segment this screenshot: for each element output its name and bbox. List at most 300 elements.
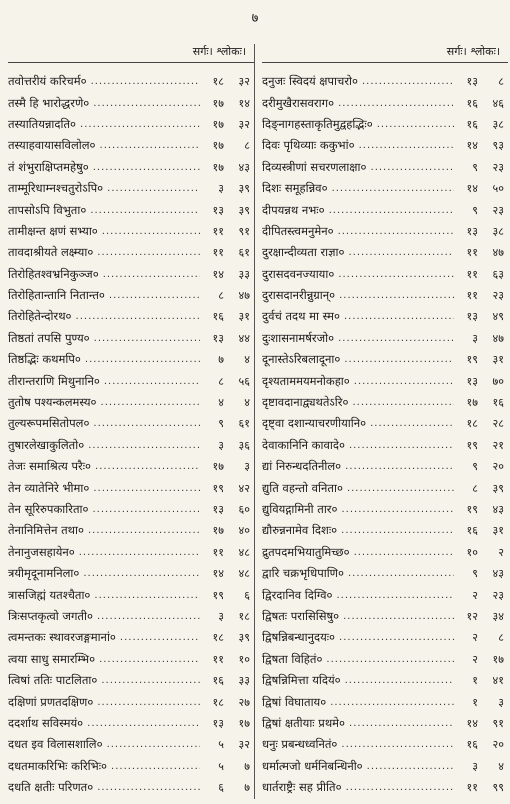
entry-shloka: ३८ bbox=[492, 224, 504, 238]
entry-term: तेन व्यातेनिरे भीमा० bbox=[8, 480, 90, 495]
entry-term: द्रुतपदमभियातुमिच्छ० bbox=[262, 544, 350, 559]
entry-sarga: ३ bbox=[218, 438, 224, 452]
leader-dots bbox=[340, 354, 454, 365]
entry-shloka: ३९ bbox=[238, 631, 250, 645]
leader-dots bbox=[343, 483, 454, 494]
right-column-header: सर्गः। श्लोकः। bbox=[262, 44, 508, 63]
entry-sarga: ९ bbox=[472, 567, 478, 581]
entry-shloka: ४७ bbox=[492, 246, 504, 260]
leader-dots bbox=[322, 654, 454, 665]
entry-shloka: ६३ bbox=[492, 267, 504, 281]
entry-term: त्रयीमृदूनामनिला० bbox=[8, 566, 80, 581]
entry-shloka: ९१ bbox=[492, 716, 504, 730]
entry-term: तुतोष पश्यन्कलमस्य० bbox=[8, 395, 97, 410]
index-entry bbox=[8, 756, 254, 777]
entry-term: दरीमुखैरासवराग० bbox=[262, 95, 335, 110]
entry-term: तापसोऽपि विभुता० bbox=[8, 202, 87, 217]
entry-sarga: १७ bbox=[466, 396, 478, 410]
entry-term: दुःशासनामर्षरजो० bbox=[262, 330, 335, 345]
entry-shloka: ३१ bbox=[492, 524, 504, 538]
leader-dots bbox=[98, 226, 200, 237]
entry-term: द्यां निरुन्धदतिनील० bbox=[262, 459, 342, 474]
index-entry bbox=[262, 328, 508, 349]
index-entry bbox=[8, 135, 254, 156]
index-entry bbox=[8, 456, 254, 477]
entry-term: तिरोहितश्वभ्रनिकुञ्ज० bbox=[8, 266, 99, 281]
entry-term: दृष्टावदानाद्व्यथतेऽरि० bbox=[262, 395, 349, 410]
index-entry bbox=[262, 713, 508, 734]
index-entry bbox=[262, 691, 508, 712]
entry-shloka: ३९ bbox=[238, 203, 250, 217]
entry-shloka: ३४ bbox=[492, 609, 504, 623]
leader-dots bbox=[93, 697, 200, 708]
entry-term: तस्मै हि भारोद्धरणे० bbox=[8, 95, 90, 110]
entry-term: तुषारलेखाकुलितो० bbox=[8, 437, 85, 452]
leader-dots bbox=[334, 333, 454, 344]
index-entry bbox=[8, 264, 254, 285]
leader-dots bbox=[334, 269, 454, 280]
entry-sarga: १४ bbox=[466, 182, 478, 196]
entry-term: तेन सूरिरुपकारिता० bbox=[8, 502, 89, 516]
entry-shloka: ३३ bbox=[238, 674, 250, 688]
leader-dots bbox=[97, 675, 200, 686]
entry-sarga: १२ bbox=[466, 609, 478, 623]
index-entry bbox=[8, 584, 254, 605]
entry-term: द्वारि चक्रभृधिपाणि० bbox=[262, 566, 344, 581]
entry-shloka: ३६ bbox=[238, 438, 250, 452]
entry-shloka: ९९ bbox=[492, 781, 504, 795]
entry-term: दधतमाकरिभिः करिभिः० bbox=[8, 758, 108, 773]
entry-sarga: १८ bbox=[212, 695, 224, 709]
leader-dots bbox=[334, 226, 454, 237]
index-entry bbox=[262, 370, 508, 391]
entry-sarga: १८ bbox=[466, 417, 478, 431]
index-entry bbox=[8, 71, 254, 92]
leader-dots bbox=[341, 675, 454, 686]
entry-sarga: १९ bbox=[212, 588, 224, 602]
leader-dots bbox=[103, 183, 200, 194]
entry-sarga: २ bbox=[472, 588, 478, 602]
index-entry bbox=[8, 627, 254, 648]
index-entry bbox=[262, 477, 508, 498]
entry-term: दधत इव विलासशालि० bbox=[8, 737, 103, 752]
entry-term: दूनास्तेऽरिबलादूना० bbox=[262, 352, 341, 367]
entry-sarga: १४ bbox=[212, 267, 224, 281]
entry-sarga: ८ bbox=[472, 481, 478, 495]
entry-sarga: ११ bbox=[466, 246, 478, 260]
index-entry bbox=[8, 328, 254, 349]
entry-term: द्युवियद्गामिनी तार० bbox=[262, 502, 338, 516]
index-entry bbox=[8, 306, 254, 327]
entry-sarga: १७ bbox=[212, 524, 224, 538]
index-entry bbox=[8, 691, 254, 712]
entry-sarga: १९ bbox=[466, 503, 478, 516]
index-entry bbox=[262, 285, 508, 306]
entry-term: दृष्ट्वा दशान्याचरणीयानि० bbox=[262, 416, 367, 431]
entry-sarga: ५ bbox=[218, 759, 224, 773]
left-column bbox=[8, 44, 254, 798]
leader-dots bbox=[90, 333, 200, 344]
leader-dots bbox=[335, 632, 454, 643]
entry-shloka: ८ bbox=[498, 75, 504, 89]
entry-term: तं शंभुराक्षिप्तमहेषु० bbox=[8, 159, 89, 174]
entry-sarga: ९ bbox=[472, 460, 478, 474]
index-entry bbox=[262, 392, 508, 413]
index-entry bbox=[8, 157, 254, 178]
entry-term: दिवः पृथिव्याः ककुभां० bbox=[262, 138, 355, 153]
entry-sarga: ३ bbox=[472, 759, 478, 773]
leader-dots bbox=[96, 140, 200, 151]
entry-shloka: २३ bbox=[492, 289, 504, 303]
leader-dots bbox=[342, 782, 454, 793]
entry-term: दृश्यताममयमनोकहा० bbox=[262, 373, 350, 388]
index-entry bbox=[8, 713, 254, 734]
entry-term: तिरोहितान्तानि नितान्त० bbox=[8, 288, 105, 303]
entry-shloka: ७० bbox=[492, 374, 504, 388]
index-entry bbox=[262, 114, 508, 135]
entry-term: दीपितस्त्वमनुमेन० bbox=[262, 223, 334, 238]
entry-shloka: ७ bbox=[244, 759, 250, 773]
leader-dots bbox=[83, 718, 200, 729]
entry-sarga: १३ bbox=[466, 75, 478, 89]
entry-term: त्रिःसप्तकृत्वो जगती० bbox=[8, 608, 93, 623]
left-index-list bbox=[8, 71, 254, 798]
entry-term: दुरक्षान्दीव्यता राज्ञा० bbox=[262, 245, 345, 260]
index-entry bbox=[262, 71, 508, 92]
entry-shloka: ६१ bbox=[238, 417, 250, 431]
index-entry bbox=[8, 178, 254, 199]
entry-shloka: ४३ bbox=[492, 503, 504, 516]
entry-term: दीपयन्नथ नभः० bbox=[262, 202, 325, 217]
entry-shloka: १० bbox=[238, 652, 250, 666]
leader-dots bbox=[93, 611, 200, 622]
leader-dots bbox=[89, 162, 200, 173]
index-entry bbox=[8, 114, 254, 135]
entry-shloka: २ bbox=[498, 545, 504, 559]
index-entry bbox=[262, 264, 508, 285]
entry-term: द्यौरुन्ननामेव दिशः० bbox=[262, 523, 338, 538]
leader-dots bbox=[93, 247, 200, 258]
index-entry bbox=[262, 456, 508, 477]
entry-sarga: १८ bbox=[212, 631, 224, 645]
index-entry bbox=[8, 349, 254, 370]
index-entry bbox=[8, 92, 254, 113]
index-entry bbox=[8, 499, 254, 520]
leader-dots bbox=[345, 718, 454, 729]
entry-sarga: १४ bbox=[466, 139, 478, 153]
entry-sarga: २ bbox=[472, 631, 478, 645]
entry-term: ददर्शाथ सविस्मयं० bbox=[8, 715, 84, 730]
index-entry bbox=[262, 157, 508, 178]
entry-shloka: ४८ bbox=[238, 567, 250, 581]
leader-dots bbox=[89, 98, 200, 109]
entry-shloka: ६ bbox=[244, 588, 250, 602]
entry-shloka: ३ bbox=[498, 695, 504, 709]
leader-dots bbox=[84, 525, 200, 536]
entry-term: त्वमन्तकः स्थावरजङ्गमानां० bbox=[8, 630, 116, 645]
entry-sarga: ९ bbox=[218, 417, 224, 431]
leader-dots bbox=[332, 590, 454, 601]
leader-dots bbox=[339, 611, 454, 622]
entry-shloka: ३८ bbox=[492, 117, 504, 131]
entry-shloka: २० bbox=[492, 738, 504, 752]
index-entry bbox=[262, 627, 508, 648]
entry-sarga: ११ bbox=[212, 545, 224, 559]
entry-term: तेनानिमित्तेन तथा० bbox=[8, 523, 84, 538]
leader-dots bbox=[89, 483, 200, 494]
entry-term: दुर्वचं तदथ मा स्म० bbox=[262, 309, 340, 324]
leader-dots bbox=[340, 311, 454, 322]
entry-sarga: १ bbox=[472, 695, 478, 709]
entry-sarga: १७ bbox=[212, 139, 224, 153]
entry-term: त्वया साधु समारम्भि० bbox=[8, 651, 96, 666]
right-index-list bbox=[262, 71, 508, 798]
entry-shloka: २८ bbox=[492, 417, 504, 431]
entry-shloka: ३२ bbox=[238, 117, 250, 131]
leader-dots bbox=[337, 504, 454, 515]
entry-term: त्विषां ततिः पाटलिता० bbox=[8, 673, 98, 688]
index-entry bbox=[262, 306, 508, 327]
index-entry bbox=[8, 242, 254, 263]
entry-sarga: १४ bbox=[466, 716, 478, 730]
leader-dots bbox=[334, 98, 454, 109]
index-entry bbox=[8, 777, 254, 798]
leader-dots bbox=[97, 397, 200, 408]
index-entry bbox=[8, 413, 254, 434]
entry-term: दधति क्षतीः परिणत० bbox=[8, 780, 94, 795]
leader-dots bbox=[100, 376, 200, 387]
entry-sarga: ११ bbox=[466, 781, 478, 795]
leader-dots bbox=[326, 697, 454, 708]
entry-term: द्विरदानिव दिग्वि० bbox=[262, 587, 333, 602]
index-entry bbox=[262, 563, 508, 584]
entry-shloka: ४३ bbox=[492, 567, 504, 581]
leader-dots bbox=[337, 739, 454, 750]
leader-dots bbox=[325, 205, 454, 216]
leader-dots bbox=[87, 76, 200, 87]
entry-sarga: १९ bbox=[212, 481, 224, 495]
index-entry bbox=[262, 242, 508, 263]
entry-term: तुल्यरूपमसितोपल० bbox=[8, 416, 90, 431]
entry-shloka: ४ bbox=[498, 759, 504, 773]
entry-shloka: २० bbox=[492, 460, 504, 474]
entry-term: द्विषन्निमित्ता यदियं० bbox=[262, 673, 341, 688]
entry-sarga: ११ bbox=[466, 267, 478, 281]
right-column bbox=[262, 44, 508, 798]
entry-sarga: ८ bbox=[218, 374, 224, 388]
entry-shloka: ८ bbox=[498, 631, 504, 645]
leader-dots bbox=[79, 568, 200, 579]
index-entry bbox=[8, 563, 254, 584]
entry-shloka: २७ bbox=[238, 695, 250, 709]
entry-shloka: ३२ bbox=[238, 75, 250, 89]
entry-shloka: ४१ bbox=[492, 674, 504, 688]
index-entry bbox=[8, 370, 254, 391]
leader-dots bbox=[107, 761, 200, 772]
entry-shloka: ८ bbox=[244, 139, 250, 153]
entry-sarga: १३ bbox=[212, 203, 224, 217]
entry-sarga: १६ bbox=[466, 738, 478, 752]
entry-term: धार्तराष्ट्रैः सह प्रीति० bbox=[262, 780, 342, 795]
leader-dots bbox=[103, 739, 200, 750]
index-entry bbox=[8, 670, 254, 691]
index-entry bbox=[262, 777, 508, 798]
entry-term: दनुजः स्विदयं क्षपाचरो० bbox=[262, 74, 358, 89]
entry-sarga: १३ bbox=[466, 374, 478, 388]
leader-dots bbox=[350, 547, 454, 558]
index-entry bbox=[8, 520, 254, 541]
entry-shloka: ४८ bbox=[238, 545, 250, 559]
entry-term: तामीक्षन्त क्षणं सभ्या० bbox=[8, 223, 98, 238]
entry-term: धर्मात्मजो धर्मनिबन्धिनी० bbox=[262, 758, 363, 773]
entry-shloka: ३९ bbox=[492, 481, 504, 495]
leader-dots bbox=[84, 440, 200, 451]
entry-sarga: १९ bbox=[466, 353, 478, 367]
entry-term: देवाकानिनि कावादे० bbox=[262, 437, 345, 452]
entry-term: द्विषतः परासिसिषु० bbox=[262, 608, 340, 623]
index-entry bbox=[262, 435, 508, 456]
entry-sarga: ८ bbox=[218, 289, 224, 303]
entry-sarga: ११ bbox=[466, 289, 478, 303]
entry-sarga: १३ bbox=[212, 331, 224, 345]
entry-sarga: १८ bbox=[212, 75, 224, 89]
index-entry bbox=[8, 734, 254, 755]
entry-sarga: ३ bbox=[218, 182, 224, 196]
left-column-header: सर्गः। श्लोकः। bbox=[8, 44, 254, 63]
entry-sarga: ३ bbox=[218, 609, 224, 623]
entry-term: द्युति वहन्तो वनिता० bbox=[262, 480, 343, 495]
entry-shloka: १७ bbox=[492, 652, 504, 666]
entry-term: तेनानुजसहायेन० bbox=[8, 544, 75, 559]
leader-dots bbox=[89, 418, 200, 429]
index-entry bbox=[8, 542, 254, 563]
leader-dots bbox=[358, 76, 454, 87]
entry-shloka: ६१ bbox=[238, 246, 250, 260]
index-entry bbox=[8, 221, 254, 242]
leader-dots bbox=[345, 440, 454, 451]
entry-sarga: ११ bbox=[212, 246, 224, 260]
index-entry bbox=[262, 199, 508, 220]
entry-sarga: १३ bbox=[466, 224, 478, 238]
entry-shloka: ३९ bbox=[238, 182, 250, 196]
entry-shloka: १८ bbox=[238, 609, 250, 623]
index-entry bbox=[262, 734, 508, 755]
entry-shloka: १४ bbox=[238, 96, 250, 110]
entry-term: द्विषां विघाताय० bbox=[262, 694, 327, 709]
index-entry bbox=[8, 477, 254, 498]
entry-term: तवोत्तरीयं करिचर्म० bbox=[8, 74, 87, 89]
entry-shloka: ३१ bbox=[238, 310, 250, 324]
entry-sarga: १६ bbox=[466, 96, 478, 110]
entry-shloka: ५६ bbox=[238, 374, 250, 388]
entry-sarga: ७ bbox=[218, 353, 224, 367]
index-entry bbox=[262, 221, 508, 242]
index-entry bbox=[8, 606, 254, 627]
entry-shloka: ४ bbox=[244, 396, 250, 410]
entry-shloka: ३ bbox=[244, 460, 250, 474]
entry-shloka: ४४ bbox=[238, 331, 250, 345]
entry-sarga: १० bbox=[466, 545, 478, 559]
index-entry bbox=[262, 670, 508, 691]
leader-dots bbox=[335, 290, 454, 301]
entry-term: त्रासजिह्मं यतश्चैता० bbox=[8, 587, 91, 602]
entry-shloka: १६ bbox=[492, 396, 504, 410]
index-entry bbox=[262, 649, 508, 670]
leader-dots bbox=[337, 525, 454, 536]
entry-shloka: ४२ bbox=[238, 481, 250, 495]
entry-sarga: ११ bbox=[212, 652, 224, 666]
entry-shloka: ४९ bbox=[492, 310, 504, 324]
entry-sarga: ५ bbox=[218, 738, 224, 752]
leader-dots bbox=[93, 782, 200, 793]
entry-term: दुरासदवनज्याया० bbox=[262, 266, 335, 281]
entry-term: दुरासदानरीन्नुग्रान्० bbox=[262, 288, 336, 303]
entry-term: धनुः प्रबन्धध्वनितं० bbox=[262, 737, 338, 752]
entry-sarga: ६ bbox=[218, 781, 224, 795]
leader-dots bbox=[350, 376, 454, 387]
entry-shloka: ६० bbox=[238, 503, 250, 516]
entry-term: तेजः समाश्रित्य परैः० bbox=[8, 459, 92, 474]
entry-sarga: १६ bbox=[466, 117, 478, 131]
leader-dots bbox=[76, 119, 200, 130]
entry-sarga: ९ bbox=[472, 203, 478, 217]
index-entry bbox=[262, 178, 508, 199]
entry-shloka: ९३ bbox=[492, 139, 504, 153]
leader-dots bbox=[373, 119, 454, 130]
leader-dots bbox=[367, 162, 454, 173]
entry-term: दक्षिणां प्रणतदक्षिण० bbox=[8, 694, 94, 709]
entry-term: तिरोहितेन्दोरथ० bbox=[8, 309, 72, 324]
entry-term: दिङ्नागहस्ताकृतिमुद्वहद्भिः० bbox=[262, 116, 373, 131]
entry-shloka: ४७ bbox=[238, 289, 250, 303]
index-entry bbox=[8, 199, 254, 220]
index-entry bbox=[262, 349, 508, 370]
entry-term: तस्यातियन्नादति० bbox=[8, 116, 77, 131]
entry-shloka: ३२ bbox=[238, 738, 250, 752]
entry-shloka: ४३ bbox=[238, 160, 250, 174]
index-entry bbox=[8, 435, 254, 456]
entry-sarga: १३ bbox=[212, 503, 224, 516]
leader-dots bbox=[344, 568, 454, 579]
entry-term: तावदाश्रीयते लक्ष्म्या० bbox=[8, 245, 94, 260]
entry-sarga: १७ bbox=[212, 460, 224, 474]
leader-dots bbox=[341, 461, 454, 472]
leader-dots bbox=[344, 247, 454, 258]
index-entry bbox=[262, 584, 508, 605]
leader-dots bbox=[366, 418, 454, 429]
entry-shloka: ७ bbox=[244, 781, 250, 795]
entry-sarga: ३ bbox=[472, 331, 478, 345]
index-entry bbox=[262, 499, 508, 520]
leader-dots bbox=[99, 269, 200, 280]
entry-shloka: २३ bbox=[492, 160, 504, 174]
leader-dots bbox=[348, 397, 454, 408]
entry-term: ताम्मूरिधाम्नश्चतुरोऽपि० bbox=[8, 181, 104, 196]
leader-dots bbox=[81, 354, 200, 365]
entry-shloka: २३ bbox=[492, 588, 504, 602]
index-entry bbox=[262, 135, 508, 156]
index-entry bbox=[262, 92, 508, 113]
entry-term: तिष्ठतां तपसि पुण्य० bbox=[8, 330, 90, 345]
leader-dots bbox=[88, 504, 200, 515]
entry-sarga: १६ bbox=[466, 524, 478, 538]
entry-sarga: १३ bbox=[466, 310, 478, 324]
entry-term: तस्याहवायासविलोल० bbox=[8, 138, 96, 153]
column-divider bbox=[254, 44, 255, 799]
index-entry bbox=[262, 756, 508, 777]
entry-shloka: ४६ bbox=[492, 96, 504, 110]
leader-dots bbox=[91, 461, 200, 472]
